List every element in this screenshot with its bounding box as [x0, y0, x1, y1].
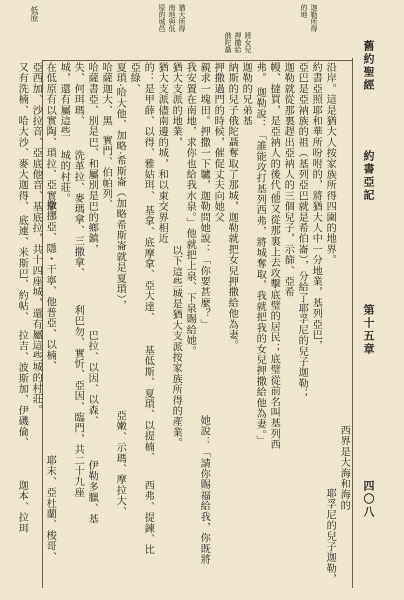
page-number: 四〇八 — [362, 480, 375, 519]
margin-note-line: 押撒給 — [234, 32, 242, 53]
margin-note: 低原 — [30, 6, 39, 22]
text-column: 撒挪亞、隱・干寧、他普亞、以楠、 — [44, 200, 56, 372]
text-column: 迦勒就從那裏趕出亞衲人的三個兒子，示篩、亞希 — [282, 62, 294, 298]
text-column: 亞巴是亞衲族的祖（基列亞巴就是希伯崙），分給了耶孚尼的兒子迦勒； — [296, 62, 308, 400]
margin-note-line: 的地 — [300, 4, 308, 18]
text-column: 以下這些城是猶大支派按家族所得的產業。 — [170, 245, 182, 449]
text-column: 基拿、底摩拿、亞大達、 — [142, 205, 154, 323]
text-column: 她說：「請你賜福給我，你既將 — [198, 415, 210, 565]
margin-note-line: 將女兒 — [244, 32, 252, 53]
book-title: 舊約聖經 — [362, 40, 375, 92]
text-column: 拉吉、波斯加、伊磯倫、 — [16, 330, 28, 448]
margin-note-line: 迦勒所得 — [310, 4, 318, 32]
text-column: 底連、米斯巴、約帖、 — [16, 215, 28, 322]
text-column: 伊勒多臘、基 — [86, 460, 98, 525]
text-column: 洗革拉、麥瑪拿、三撒拿、 — [72, 150, 84, 279]
text-column: 迦勒說：「誰能攻打基列西弗，將城奪取，我就把我的女兒押撒給他為妻。」 — [254, 87, 266, 446]
text-column: 實門、伯帕列、 — [100, 135, 112, 210]
text-column: 沿岸。這是猶大人按家族所得四圍的地界。 — [324, 62, 336, 266]
text-column: 的：是甲薛、以得、雅姑珥、 — [142, 62, 154, 202]
frame-line-right — [352, 58, 353, 588]
text-column: 哈薩書亞、別是巴、和屬別是巴的鄉鎮， — [86, 62, 98, 255]
margin-note-line: 南地與低 — [168, 4, 176, 32]
text-column: 基低斯、夏瑣、以提楠、 — [142, 345, 154, 463]
text-column: 西界是大海和海的 — [338, 425, 350, 511]
text-column: 迦勒的兄弟基 — [240, 62, 252, 127]
text-column: 巴拉、以因、以森、 — [86, 330, 98, 427]
text-column: 耶孚尼的兒子迦勒， — [324, 488, 336, 585]
text-column: 納斯的兒子俄陀聶奪取了那城，迦勒就把女兒押撒給他為妻。 — [226, 62, 238, 351]
text-column: 押撒過門的時候，催促丈夫向她父 — [212, 62, 224, 223]
text-column: 西弗、提鍊、比 — [142, 480, 154, 555]
text-column: 耶末、亞杜蘭、梭哥、 — [44, 455, 56, 562]
text-column: 夏瑣·哈大他、加略·希斯崙（加略希斯崙就是夏瑣）， — [114, 62, 126, 311]
margin-note-line: 猶大所得 — [178, 4, 186, 32]
text-column: 哈薩迦大、黑 — [100, 62, 112, 127]
margin-note-line: 俄陀聶 — [224, 32, 232, 53]
section-title: 約書亞記 — [362, 150, 375, 202]
frame-line-left — [42, 60, 43, 588]
text-column: 我安置在南地，求你也給我水泉。」他就把上泉、下泉賜給她。 — [184, 62, 196, 357]
text-column: 城的村莊。 — [58, 150, 70, 204]
text-column: 又有洗楠、哈大沙、麥大迦得、 — [16, 62, 28, 212]
text-column: 失、何珥瑪、 — [72, 62, 84, 127]
text-column: 幔、撻買，是亞衲人的後代。 — [268, 62, 280, 202]
text-column: 城，還有屬這些 — [58, 62, 70, 137]
text-column: 亞綠、 — [128, 62, 140, 95]
text-column: 弗。 — [254, 62, 266, 84]
text-column: 利巴勿、實忻、亞因、臨門，共二十九座 — [72, 305, 84, 498]
text-column: 他又從那裏上去攻擊底璧的居民；底璧從前名叫基列西 — [268, 193, 280, 450]
text-column: 亞嫩、示瑪、摩拉大、 — [114, 410, 126, 517]
frame-line-top — [42, 60, 353, 61]
text-column: 迦本、拉珥 — [16, 480, 28, 534]
margin-note-line: 原的城邑 — [158, 4, 166, 32]
text-column: 在低原有以實陶、瑣拉、亞實拿、 — [44, 62, 56, 223]
text-column: 亞西加、沙拉音、亞底他音、基底拉，共十四座城，還有屬這些城的村莊。 — [30, 62, 42, 416]
text-column: 親求一塊田。押撒一下驢，迦勒問她說：「你要甚麼？」 — [198, 62, 210, 330]
text-column: 猶大支派的地業， — [170, 62, 182, 148]
text-column: 約書亞照耶和華所吩咐的，將猶大人中一分地業，基列亞巴， — [310, 62, 322, 351]
text-column: 猶大支派儘南邊的城，和以東交界相近 — [156, 62, 168, 244]
chapter-title: 第十五章 — [362, 304, 375, 356]
